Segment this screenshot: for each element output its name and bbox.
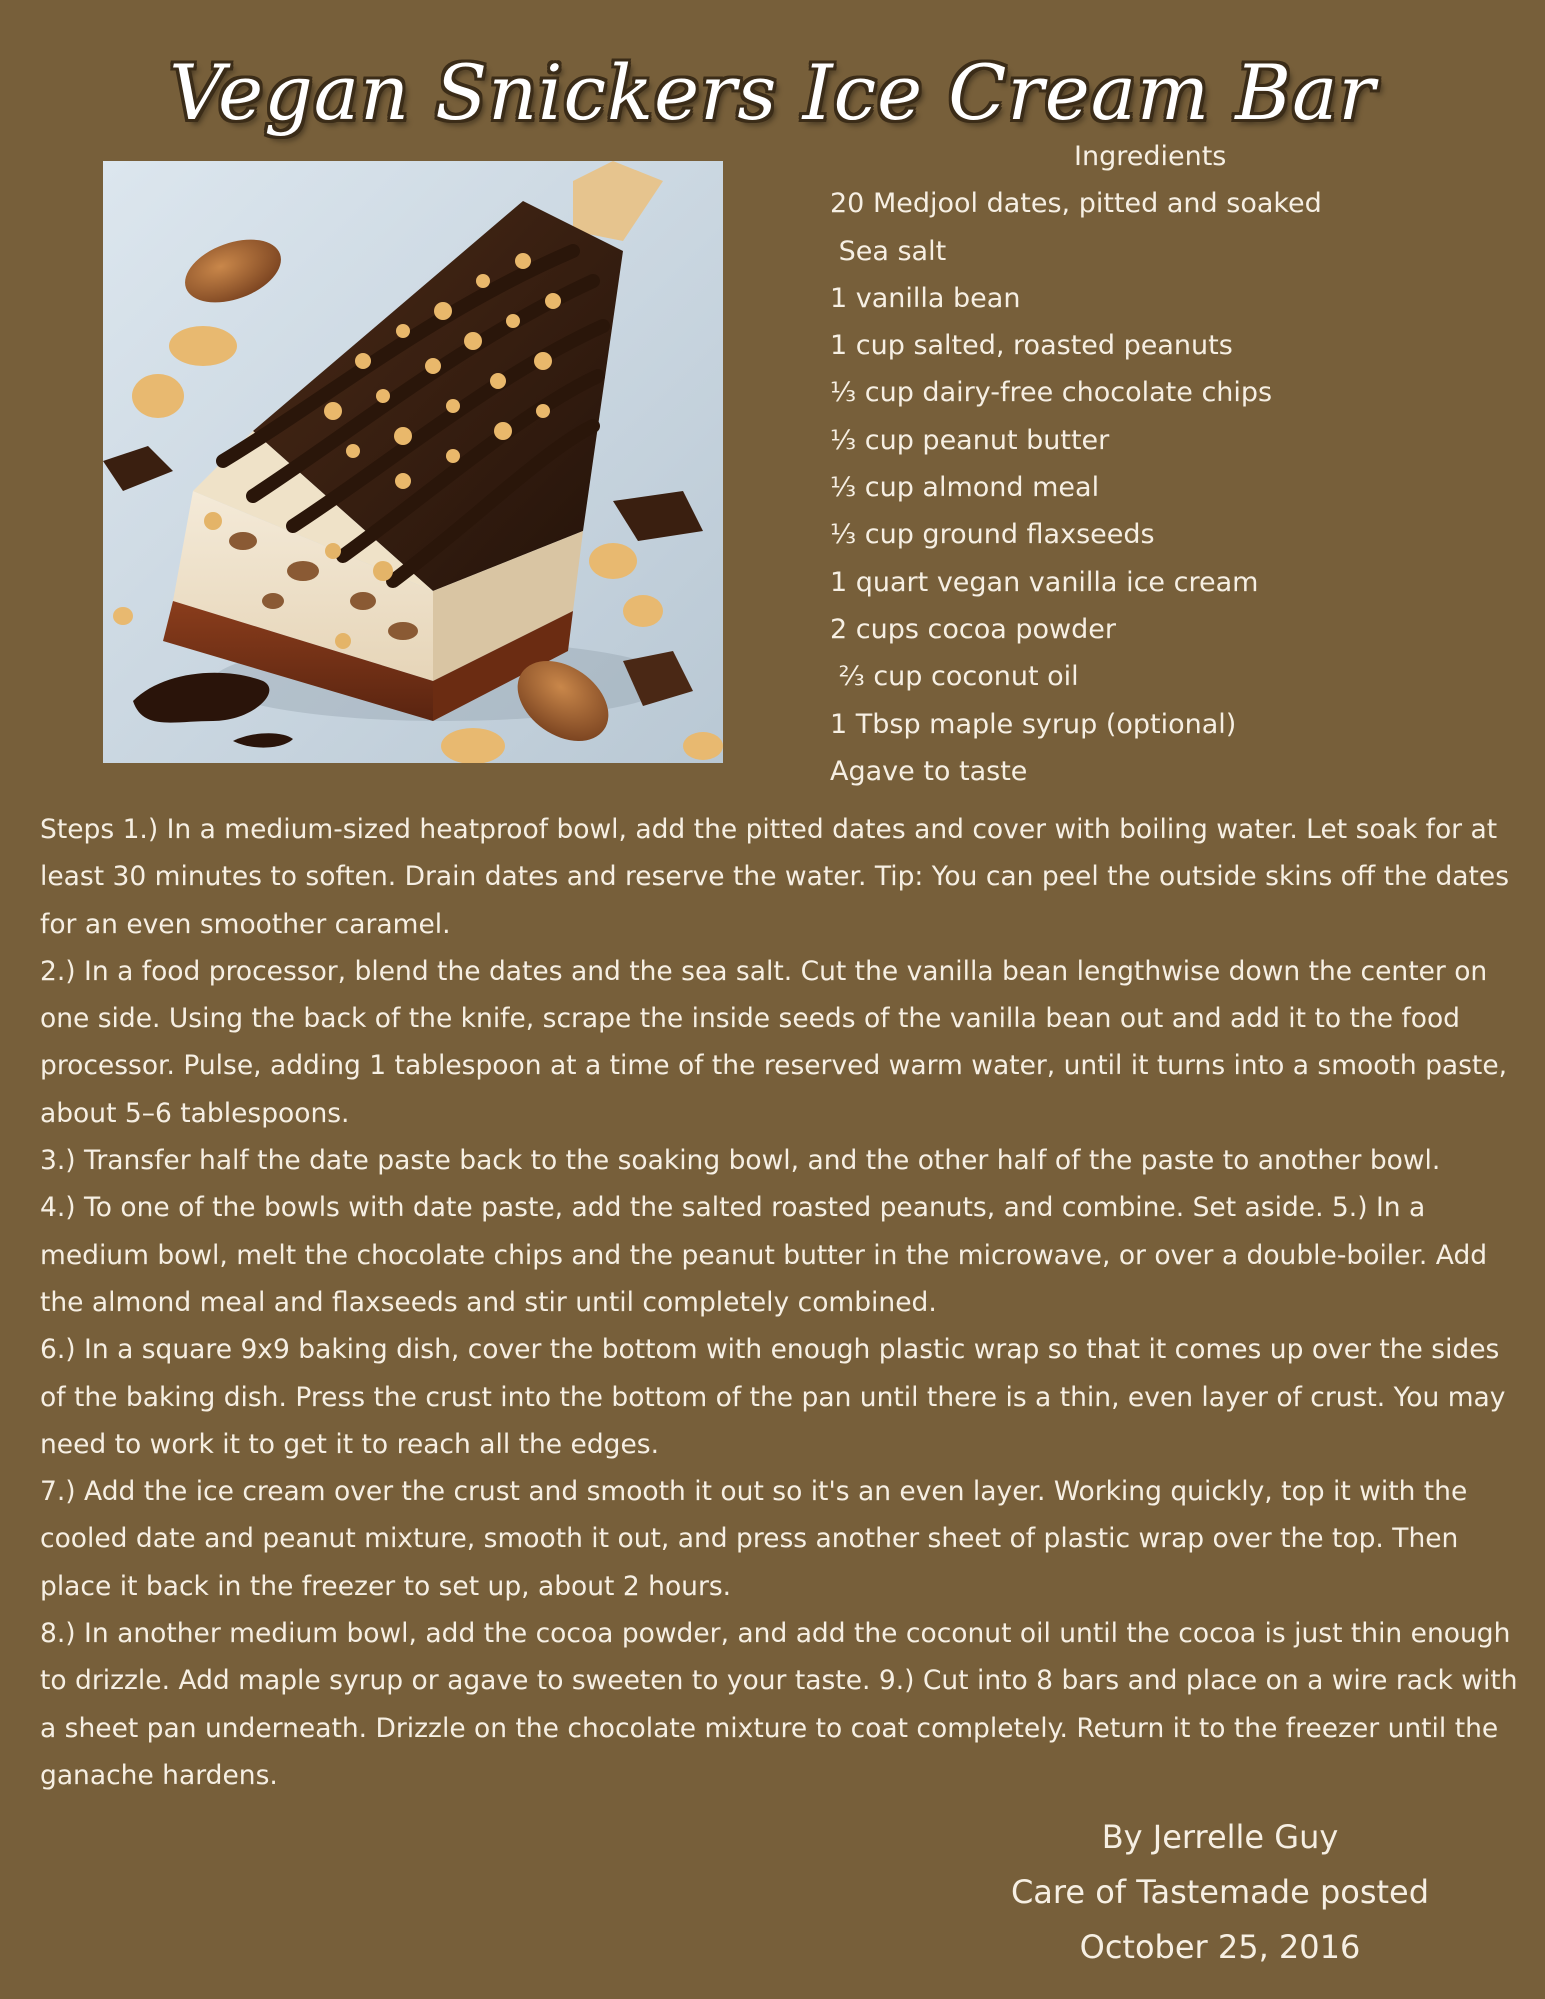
ingredient-item: Agave to taste	[830, 755, 1028, 787]
ingredient-item: 1 cup salted, roasted peanuts	[830, 330, 1233, 362]
recipe-photo	[103, 161, 723, 763]
ingredient-item: ⅓ cup peanut butter	[830, 424, 1110, 456]
ingredient-item: 1 quart vegan vanilla ice cream	[830, 566, 1259, 598]
step-paragraph: Steps 1.) In a medium-sized heatproof bowl, add the pitted dates and cover with boiling water. Let soak for at least 30 minutes to soften. Drain dates and reserve the water. Tip: You can peel the outside skins off the dates for an even smoother caramel.	[40, 814, 1510, 940]
recipe-title: Vegan Snickers Ice Cream Bar	[169, 48, 1376, 137]
step-paragraph: 4.) To one of the bowls with date paste, add the salted roasted peanuts, and combine. Set aside. 5.) In a medium bowl, melt the chocolate chips and the peanut butter in the microwave, or over a double-boiler. Add the almond meal and flaxseeds and stir until completely combined.	[40, 1192, 1488, 1318]
step-paragraph: 3.) Transfer half the date paste back to the soaking bowl, and the other half of the paste to another bowl.	[40, 1145, 1441, 1177]
step-paragraph: 6.) In a square 9x9 baking dish, cover the bottom with enough plastic wrap so that it comes up over the sides of the baking dish. Press the crust into the bottom of the pan until there is a thin, even layer of crust. You may need to work it to get it to reach all the edges.	[40, 1334, 1506, 1460]
ingredient-item: 1 Tbsp maple syrup (optional)	[830, 708, 1237, 740]
ingredient-item: 20 Medjool dates, pitted and soaked	[830, 188, 1322, 220]
ingredients-section	[830, 133, 1480, 795]
step-paragraph: 2.) In a food processor, blend the dates and the sea salt. Cut the vanilla bean lengthwise down the center on one side. Using the back of the knife, scrape the inside seeds of the vanilla bean out and add it to the food processor. Pulse, adding 1 tablespoon at a time of the reserved warm water, until it turns into a smooth paste, about 5–6 tablespoons.	[40, 955, 1508, 1129]
author-credit: By Jerrelle Guy	[1101, 1818, 1339, 1856]
ingredient-item: ⅓ cup ground flaxseeds	[830, 519, 1155, 551]
ingredient-item: ⅓ cup dairy-free chocolate chips	[830, 377, 1273, 409]
steps-section	[40, 806, 1520, 1799]
step-paragraph: 8.) In another medium bowl, add the cocoa powder, and add the coconut oil until the cocoa is just thin enough to drizzle. Add maple syrup or agave to sweeten to your taste. 9.) Cut into 8 bars and place on a wire rack with a sheet pan underneath. Drizzle on the chocolate mixture to coat completely. Return it to the freezer until the ganache hardens.	[40, 1618, 1518, 1791]
ingredient-item: 2 cups cocoa powder	[830, 613, 1116, 645]
ingredient-item: Sea salt	[830, 235, 947, 267]
ingredient-item: 1 vanilla bean	[830, 282, 1021, 314]
step-paragraph: 7.) Add the ice cream over the crust and smooth it out so it's an even layer. Working quickly, top it with the cooled date and peanut mixture, smooth it out, and press another sheet of plastic wrap over the top. Then place it back in the freezer to set up, about 2 hours.	[40, 1476, 1468, 1602]
byline	[950, 1810, 1490, 1975]
ingredients-heading: Ingredients	[1074, 141, 1227, 172]
post-date: October 25, 2016	[1079, 1928, 1361, 1966]
ingredient-item: ⅓ cup almond meal	[830, 472, 1100, 504]
ingredient-item: ⅔ cup coconut oil	[830, 661, 1079, 693]
source-credit: Care of Tastemade posted	[1010, 1873, 1430, 1911]
